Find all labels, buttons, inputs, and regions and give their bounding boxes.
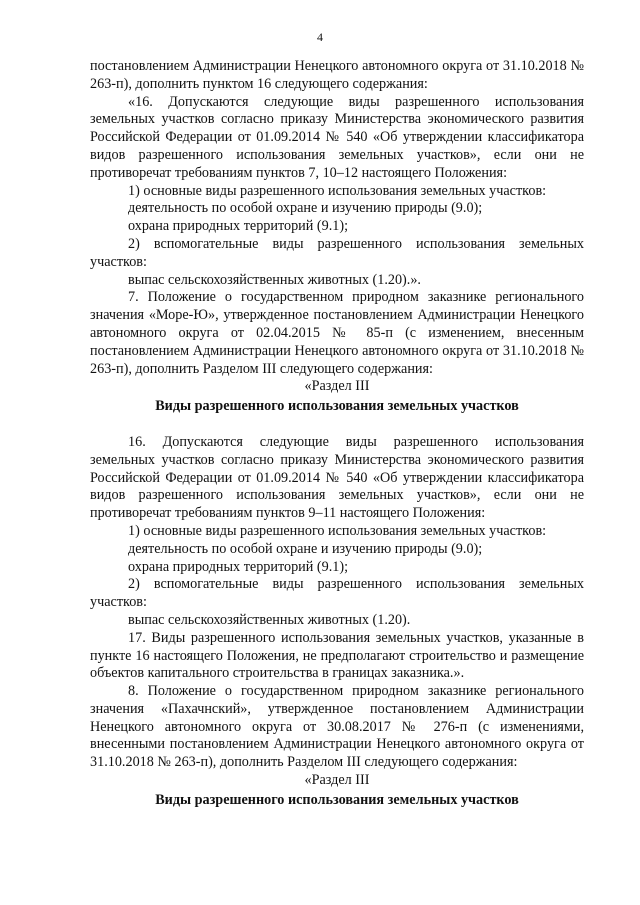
spacer — [90, 416, 584, 434]
section-label: «Раздел III — [304, 772, 370, 789]
list-item: деятельность по особой охране и изучению природы (9.0); — [128, 540, 483, 557]
list-item: выпас сельскохозяйственных животных (1.20).». — [128, 271, 421, 288]
document-body — [90, 58, 584, 810]
paragraph: 8. Положение о государственном природном заказнике регионального значения «Пахачнский», утвержденное постановлением Администрации Ненецкого автономного округа от 30.08.2017 № 276-п (с изменениями, внесенными постановлением Администрации Ненецкого автономного округа от 31.10.2018 № 263-п), дополнить Разделом III следующего содержания: — [90, 683, 584, 771]
paragraph: постановлением Администрации Ненецкого автономного округа от 31.10.2018 № 263-п), дополнить пунктом 16 следующего содержания: — [90, 58, 584, 92]
list-item: выпас сельскохозяйственных животных (1.20). — [128, 611, 411, 628]
list-item: 1) основные виды разрешенного использования земельных участков: — [128, 182, 547, 199]
list-item: охрана природных территорий (9.1); — [128, 558, 349, 575]
section-heading: Виды разрешенного использования земельных участков — [155, 398, 519, 415]
section-heading: Виды разрешенного использования земельных участков — [155, 791, 519, 808]
paragraph: 17. Виды разрешенного использования земельных участков, указанные в пункте 16 настоящего Положения, не предполагают строительство и размещение объектов капитального строительства в границах заказника.». — [90, 629, 584, 682]
paragraph: 16. Допускаются следующие виды разрешенного использования земельных участков согласно приказу Министерства экономического развития Российской Федерации от 01.09.2014 № 540 «Об утверждении классификатора видов разрешенного использования земельных участков», если они не противоречат требованиям пунктов 9–11 настоящего Положения: — [90, 433, 584, 522]
paragraph: 7. Положение о государственном природном заказнике регионального значения «Море-Ю», утвержденное постановлением Администрации Ненецкого автономного округа от 02.04.2015 № 85-п (с изменением, внесенным постановлением Администрации Ненецкого автономного округа от 31.10.2018 № 263-п), дополнить Разделом III следующего содержания: — [90, 289, 584, 377]
list-item: 2) вспомогательные виды разрешенного использования земельных участков: — [90, 576, 584, 611]
list-item: 2) вспомогательные виды разрешенного использования земельных участков: — [90, 235, 584, 270]
list-item: 1) основные виды разрешенного использования земельных участков: — [128, 522, 547, 539]
section-label: «Раздел III — [304, 378, 370, 395]
list-item: охрана природных территорий (9.1); — [128, 218, 349, 235]
paragraph: «16. Допускаются следующие виды разрешенного использования земельных участков согласно приказу Министерства экономического развития Российской Федерации от 01.09.2014 № 540 «Об утверждении классификатора видов разрешенного использования земельных участков», если они не противоречат требованиям пунктов 7, 10–12 настоящего Положения: — [90, 93, 584, 181]
page-number: 4 — [317, 30, 323, 44]
list-item: деятельность по особой охране и изучению природы (9.0); — [128, 200, 483, 217]
